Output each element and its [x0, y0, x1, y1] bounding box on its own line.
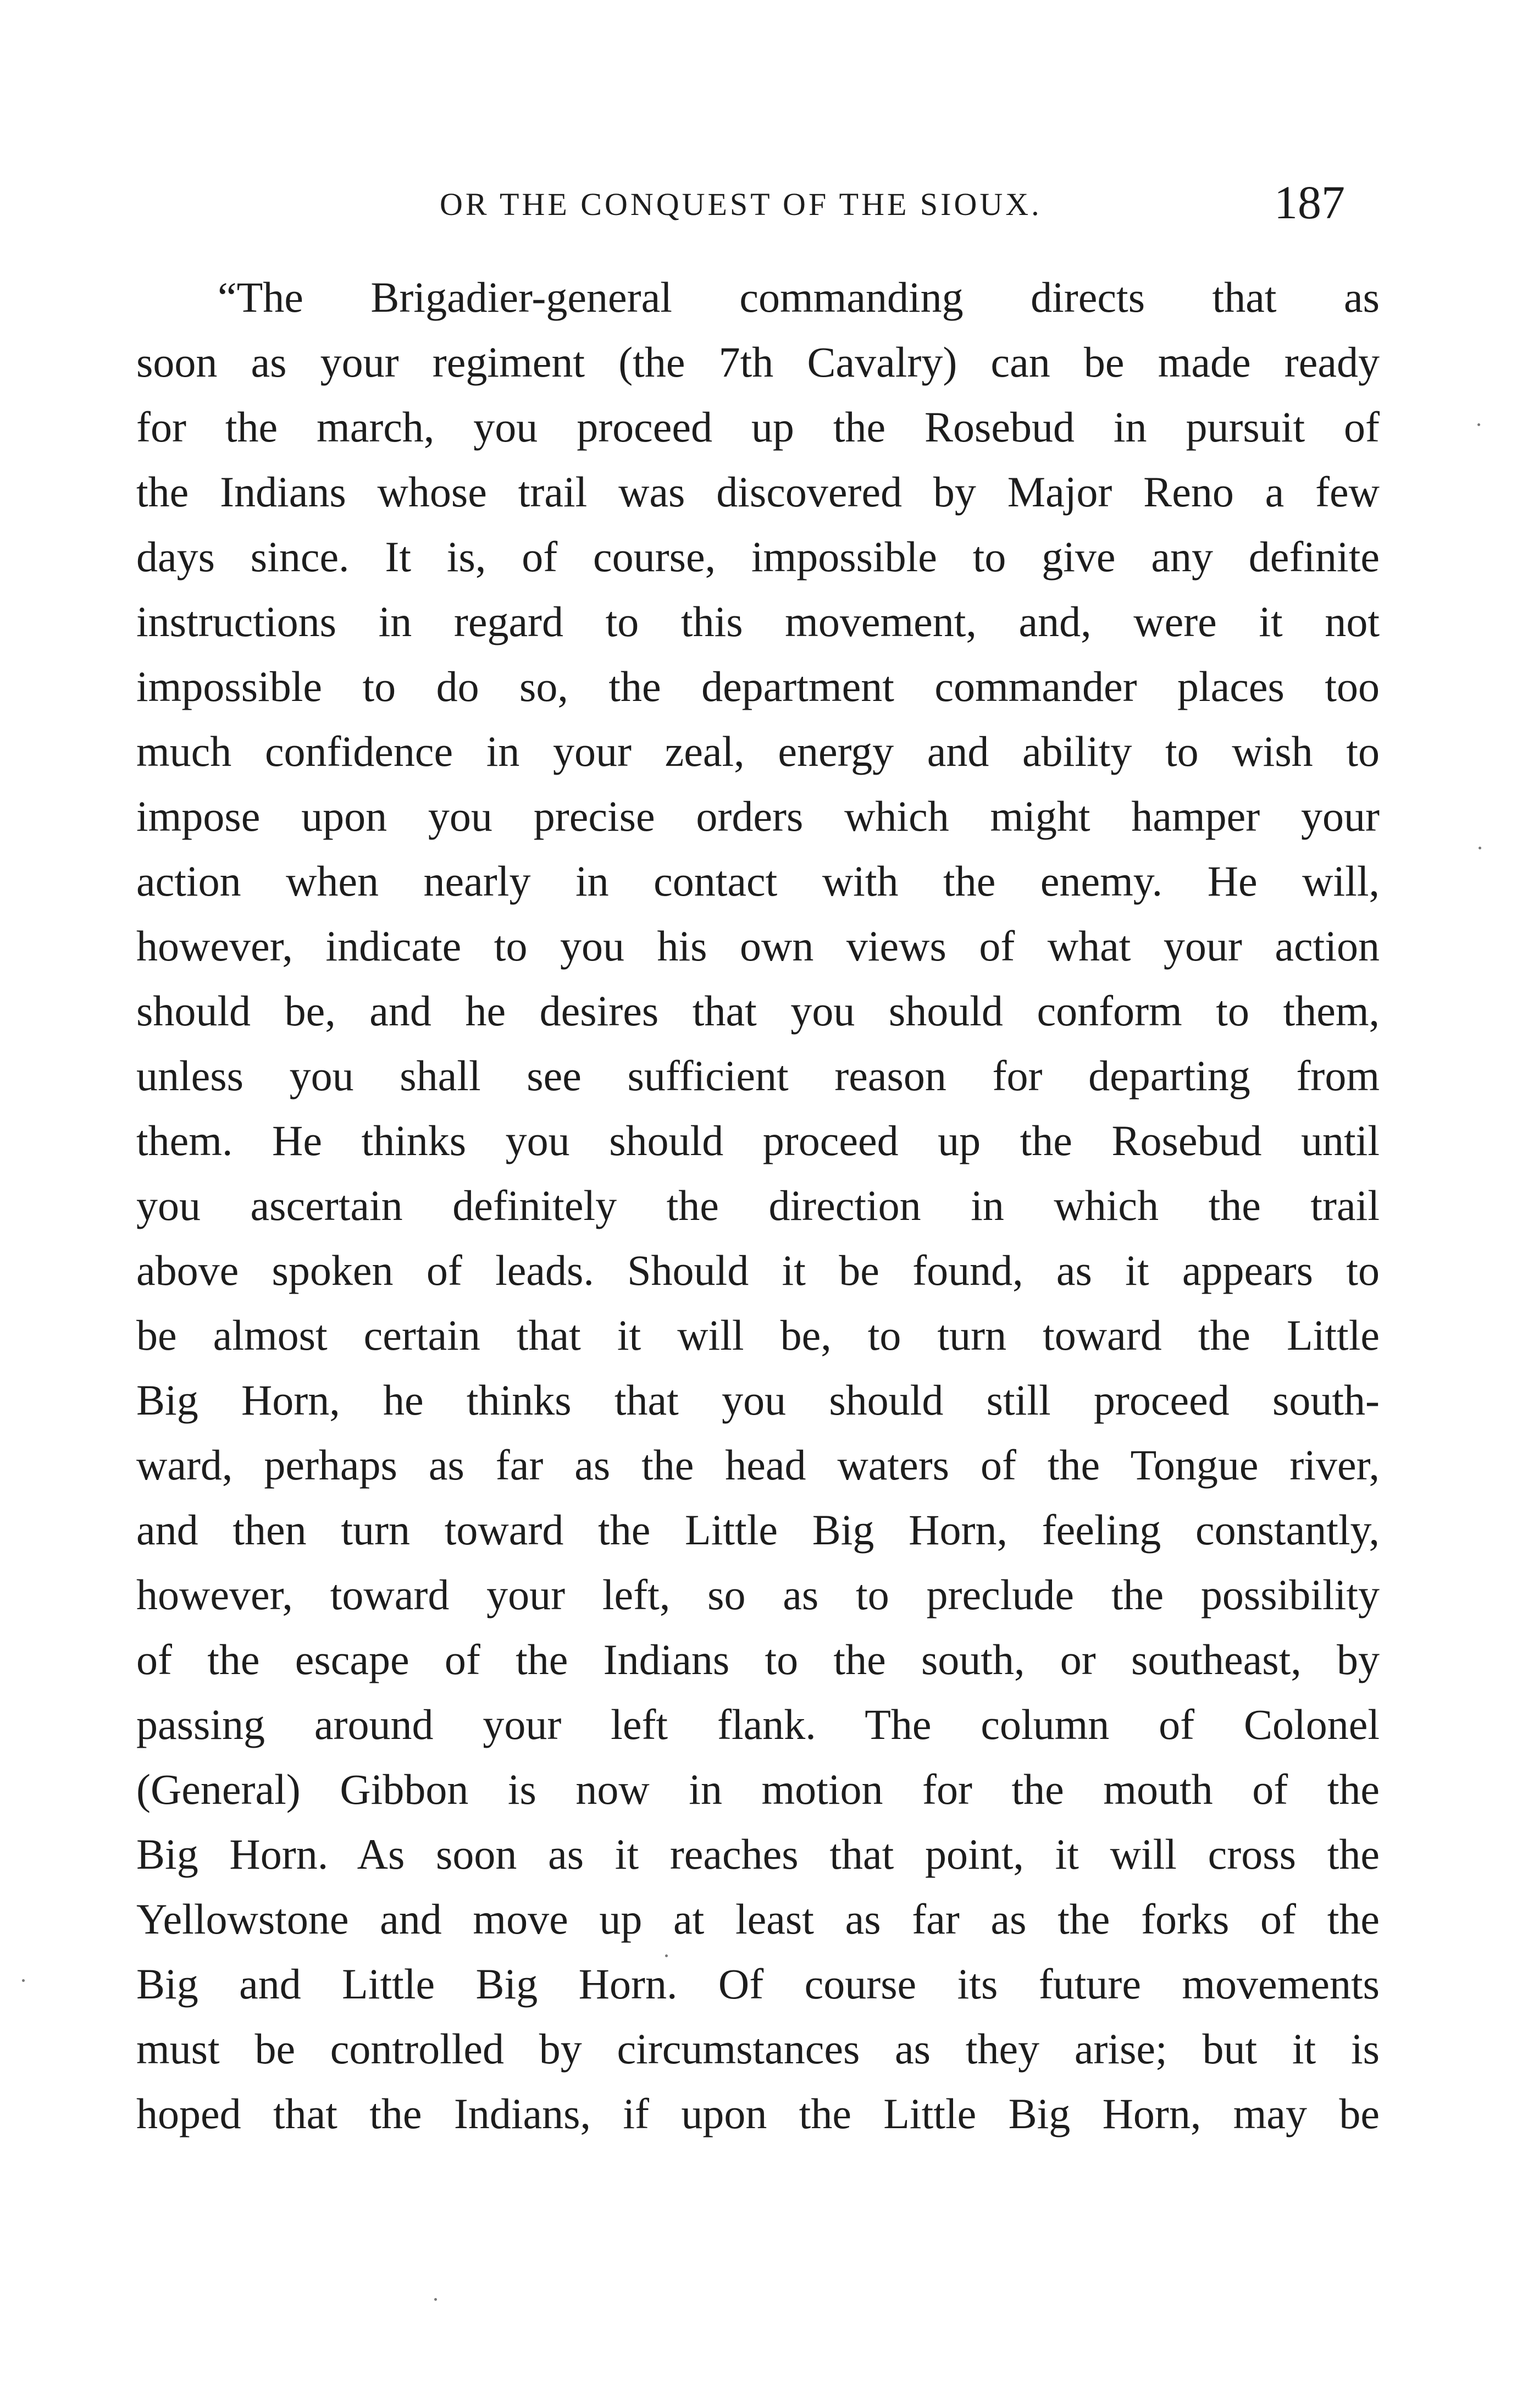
- text-line: the Indians whose trail was discovered by Major Reno a few: [136, 468, 1380, 516]
- text-line: Big Horn, he thinks that you should still proceed south-: [136, 1376, 1380, 1424]
- text-line: however, indicate to you his own views of what your action: [136, 922, 1380, 970]
- text-line: much confidence in your zeal, energy and ability to wish to: [136, 727, 1380, 775]
- text-line: you ascertain definitely the direction in which the trail: [136, 1181, 1380, 1229]
- text-line: passing around your left flank. The column of Colonel: [136, 1700, 1380, 1748]
- text-line: “The Brigadier-general commanding directs that as: [218, 273, 1380, 321]
- text-line: days since. It is, of course, impossible to give any definite: [136, 533, 1380, 581]
- text-line: of the escape of the Indians to the south, or southeast, by: [136, 1636, 1380, 1683]
- text-line: Big and Little Big Horn. Of course its future movements: [136, 1960, 1380, 2008]
- text-line: action when nearly in contact with the enemy. He will,: [136, 857, 1380, 905]
- paper-speck: [434, 2298, 437, 2301]
- text-line: them. He thinks you should proceed up the Rosebud until: [136, 1117, 1380, 1164]
- text-line: impossible to do so, the department commander places too: [136, 662, 1380, 710]
- paper-speck: [22, 1979, 25, 1982]
- page-number: 187: [1274, 176, 1345, 229]
- paper-speck: [665, 1954, 668, 1957]
- text-line: soon as your regiment (the 7th Cavalry) can be made ready: [136, 338, 1380, 386]
- text-line: and then turn toward the Little Big Horn, feeling constantly,: [136, 1506, 1380, 1554]
- text-line: must be controlled by circumstances as they arise; but it is: [136, 2025, 1380, 2073]
- paper-speck: [1479, 847, 1481, 849]
- text-line: for the march, you proceed up the Rosebud in pursuit of: [136, 403, 1380, 451]
- text-line: above spoken of leads. Should it be found, as it appears to: [136, 1246, 1380, 1294]
- text-line: however, toward your left, so as to preclude the possibility: [136, 1571, 1380, 1619]
- text-line: should be, and he desires that you should conform to them,: [136, 987, 1380, 1035]
- text-line: Yellowstone and move up at least as far as the forks of the: [136, 1895, 1380, 1943]
- paper-speck: [1477, 423, 1480, 426]
- running-head: OR THE CONQUEST OF THE SIOUX.: [440, 186, 1042, 222]
- text-line: (General) Gibbon is now in motion for the mouth of the: [136, 1765, 1380, 1813]
- text-line: ward, perhaps as far as the head waters of the Tongue river,: [136, 1441, 1380, 1489]
- text-line: Big Horn. As soon as it reaches that point, it will cross the: [136, 1830, 1380, 1878]
- text-line: unless you shall see sufficient reason for departing from: [136, 1052, 1380, 1100]
- text-line: instructions in regard to this movement, and, were it not: [136, 598, 1380, 645]
- text-line: impose upon you precise orders which might hamper your: [136, 792, 1380, 840]
- text-line: be almost certain that it will be, to turn toward the Little: [136, 1311, 1380, 1359]
- body-text: [136, 265, 1380, 2146]
- text-line: hoped that the Indians, if upon the Little Big Horn, may be: [136, 2090, 1380, 2138]
